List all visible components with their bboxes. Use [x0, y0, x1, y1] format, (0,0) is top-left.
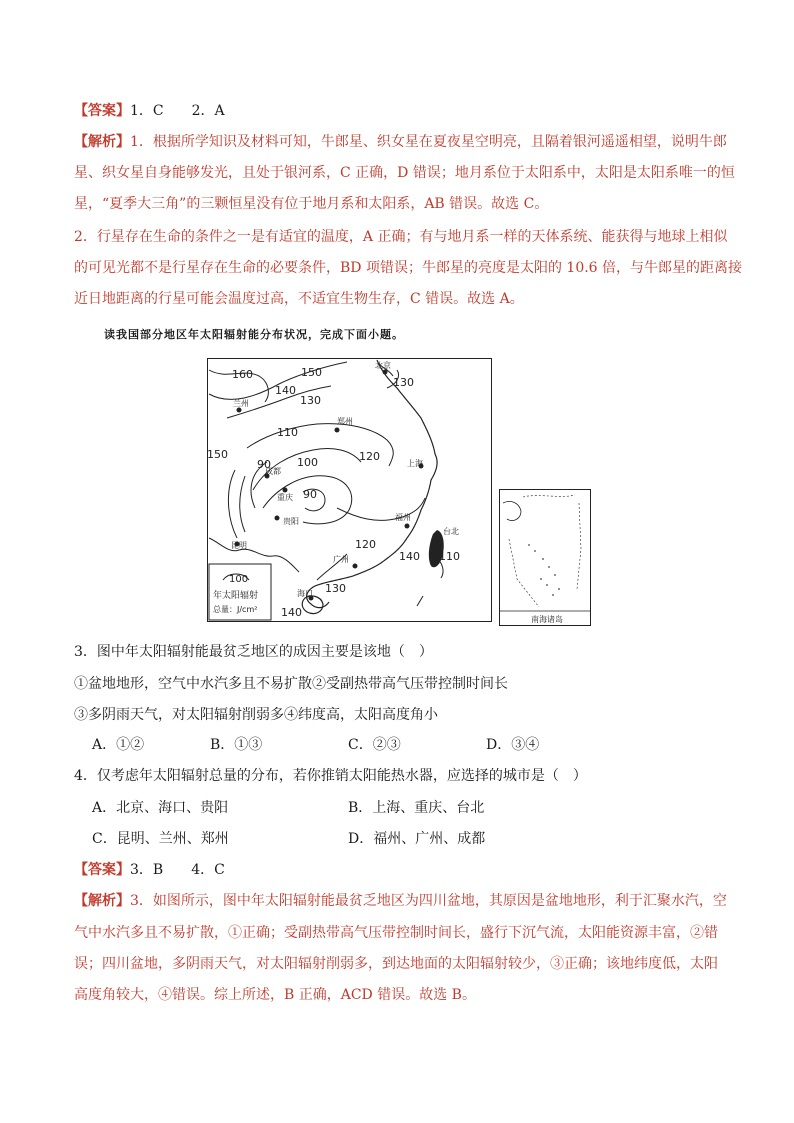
analysis-line: 高度角较大，④错误。综上所述，B 正确，ACD 错误。故选 B。: [74, 987, 476, 1003]
solar-radiation-map: [207, 358, 492, 622]
isoline-label: 120: [355, 538, 376, 551]
isoline-label: 150: [301, 366, 322, 379]
analysis-line: 的可见光都不是行星存在生命的必要条件，BD 项错误；牛郎星的亮度是太阳的 10.6 倍，与牛郎星的距离接: [74, 260, 743, 276]
q3-option-c[interactable]: C．②③: [348, 737, 401, 753]
isoline-label: 130: [325, 582, 346, 595]
isoline-label: 90: [257, 458, 271, 471]
question-4-stem: 4．仅考虑年太阳辐射总量的分布，若你推销太阳能热水器，应选择的城市是（ ）: [74, 768, 587, 784]
analysis-tag: 【解析】: [74, 893, 130, 909]
legend-title: 年太阳辐射: [213, 591, 259, 601]
analysis-line: [74, 891, 727, 911]
inset-label: 南海诸岛: [531, 615, 563, 624]
question-3-stem: 3．图中年太阳辐射能最贫乏地区的成因主要是该地（ ）: [74, 644, 433, 660]
answer-line-2: [74, 860, 225, 880]
analysis-line: [74, 132, 727, 152]
question-3-statements-1: ①盆地地形，空气中水汽多且不易扩散②受副热带高气压带控制时间长: [74, 676, 508, 692]
city-lanzhou: 兰州: [233, 399, 249, 408]
analysis-text: 1．根据所学知识及材料可知，牛郎星、织女星在夏夜星空明亮，且隔着银河遥遥相望，说明牛郎: [130, 134, 727, 150]
answer-tag: 【答案】: [74, 862, 130, 878]
legend-unit: 总量：J/cm²: [213, 605, 258, 614]
isoline-label: 110: [277, 426, 298, 439]
analysis-text: 3．如图所示，图中年太阳辐射能最贫乏地区为四川盆地，其原因是盆地地形，利于汇聚水汽，空: [130, 893, 727, 909]
isoline-label: 90: [303, 488, 317, 501]
city-guiyang: 贵阳: [283, 517, 299, 526]
city-kunming: 昆明: [231, 541, 247, 550]
isoline-label: 140: [281, 606, 302, 619]
legend-value: 100: [229, 574, 249, 585]
isoline-label: 130: [300, 394, 321, 407]
south-china-sea-inset: [499, 489, 591, 626]
city-zhengzhou: 郑州: [337, 417, 353, 426]
city-beijing: 北京: [375, 361, 391, 370]
city-haikou: 海口: [297, 589, 313, 598]
analysis-line: 星、织女星自身能够发光，且处于银河系，C 正确，D 错误；地月系位于太阳系中，太阳是太阳系唯一的恒: [74, 165, 735, 181]
city-fuzhou: 福州: [395, 513, 411, 522]
city-guangzhou: 广州: [333, 555, 349, 564]
isoline-label: 140: [399, 550, 420, 563]
analysis-line: 星，“夏季大三角”的三颗恒星没有位于地月系和太阳系，AB 错误。故选 C。: [74, 196, 549, 212]
answer-tag: 【答案】: [74, 103, 130, 119]
city-chongqing: 重庆: [277, 493, 293, 502]
q4-option-a[interactable]: A．北京、海口、贵阳: [92, 800, 229, 816]
isoline-label: 120: [359, 450, 380, 463]
city-chengdu: 成都: [265, 467, 281, 476]
isoline-label: 110: [439, 550, 460, 563]
answer-text: 3．B 4．C: [130, 862, 225, 878]
question-3-statements-2: ③多阴雨天气，对太阳辐射削弱多④纬度高，太阳高度角小: [74, 707, 438, 723]
isoline-label: 150: [207, 448, 228, 461]
analysis-line: 2．行星存在生命的条件之一是有适宜的温度，A 正确；有与地月系一样的天体系统、能获得与地球上相似: [74, 229, 728, 245]
city-taibei: 台北: [443, 527, 459, 536]
q4-option-b[interactable]: B．上海、重庆、台北: [348, 800, 485, 816]
isoline-label: 140: [275, 384, 296, 397]
q4-option-c[interactable]: C．昆明、兰州、郑州: [92, 831, 229, 847]
city-shanghai: 上海: [407, 459, 423, 468]
q3-option-b[interactable]: B．①③: [210, 737, 263, 753]
analysis-tag: 【解析】: [74, 134, 130, 150]
analysis-line: 近日地距离的行星可能会温度过高，不适宜生物生存，C 错误。故选 A。: [74, 291, 524, 307]
analysis-line: 误；四川盆地，多阴雨天气，对太阳辐射削弱多，到达地面的太阳辐射较少，③正确；该地纬度低，太阳: [74, 956, 718, 972]
isoline-label: 130: [393, 376, 414, 389]
q3-option-a[interactable]: A．①②: [92, 737, 145, 753]
isoline-label: 160: [232, 368, 253, 381]
answer-text: 1．C 2．A: [130, 103, 225, 119]
figure-caption: 读我国部分地区年太阳辐射能分布状况，完成下面小题。: [104, 328, 404, 341]
q3-option-d[interactable]: D．③④: [486, 737, 540, 753]
isoline-label: 100: [297, 456, 318, 469]
analysis-line: 气中水汽多且不易扩散，①正确；受副热带高气压带控制时间长，盛行下沉气流，太阳能资源丰富，②错: [74, 925, 718, 941]
answer-line-1: [74, 101, 225, 121]
q4-option-d[interactable]: D．福州、广州、成都: [348, 831, 486, 847]
